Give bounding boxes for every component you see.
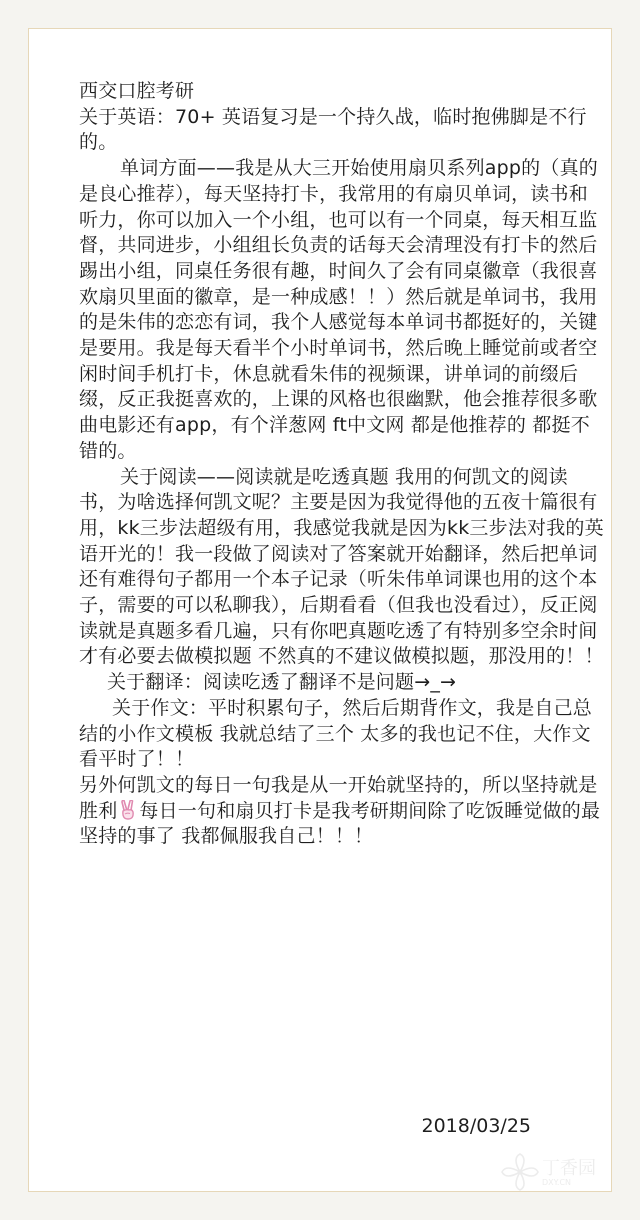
paragraph-conclusion xyxy=(79,773,604,850)
watermark-brand: 丁香园 xyxy=(542,1158,596,1179)
note-content xyxy=(79,79,604,850)
conclusion-text-part1: 另外何凯文的每日一句我是从一开始就坚持的，所以坚持就是胜利 xyxy=(79,773,598,822)
paragraph-reading: 关于阅读——阅读就是吃透真题 我用的何凯文的阅读书，为啥选择何凯文呢？主要是因为我觉得他的五夜十篇很有用，kk三步法超级有用，我感觉我就是因为kk三步法对我的英语开光的！我一段做了阅读对了答案就开始翻译，然后把单词还有难得句子都用一个本子记录（听朱伟单词课也用的这个本子，需要的可以私聊我），后期看看（但我也没看过），反正阅读就是真题多看几遍，只有你吧真题吃透了有特别多空余时间才有必要去做模拟题 不然真的不建议做模拟题，那没用的！！ xyxy=(79,465,604,668)
note-title: 西交口腔考研 xyxy=(79,80,195,102)
dingxiangyuan-flower-logo-icon xyxy=(500,1152,540,1192)
paragraph-vocabulary: 单词方面——我是从大三开始使用扇贝系列app的（真的是良心推荐），每天坚持打卡，我常用的有扇贝单词，读书和听力，你可以加入一个小组，也可以有一个同桌，每天相互监督，共同进步，小组组长负责的话每天会清理没有打卡的然后踢出小组，同桌任务很有趣，时间久了会有同桌徽章（我很喜欢扇贝里面的徽章，是一种成感！！）然后就是单词书，我用的是朱伟的恋恋有词，我个人感觉每本单词书都挺好的，关键是要用。我是每天看半个小时单词书，然后晚上睡觉前或者空闲时间手机打卡，休息就看朱伟的视频课，讲单词的前缀后缀，反正我挺喜欢的，上课的风格也很幽默，他会推荐很多歌曲电影还有app，有个洋葱网 ft中文网 都是他推荐的 都挺不错的。 xyxy=(79,157,598,462)
victory-hand-icon xyxy=(119,800,137,820)
paragraph-writing: 关于作文：平时积累句子，然后后期背作文，我是自己总结的小作文模板 我就总结了三个 太多的我也记不住，大作文看平时了！！ xyxy=(79,696,593,771)
dxy-watermark xyxy=(500,1150,600,1196)
note-date: 2018/03/25 xyxy=(421,1115,531,1137)
conclusion-text-part2: 每日一句和扇贝打卡是我考研期间除了吃饭睡觉做的最坚持的事了 我都佩服我自己！！！ xyxy=(79,799,601,848)
watermark-domain: DXY.CN xyxy=(542,1178,572,1187)
paragraph-english-intro: 关于英语：70+ 英语复习是一个持久战，临时抱佛脚是不行的。 xyxy=(79,105,587,154)
note-card xyxy=(28,28,612,1192)
paragraph-translation: 关于翻译：阅读吃透了翻译不是问题→_→ xyxy=(107,671,457,694)
